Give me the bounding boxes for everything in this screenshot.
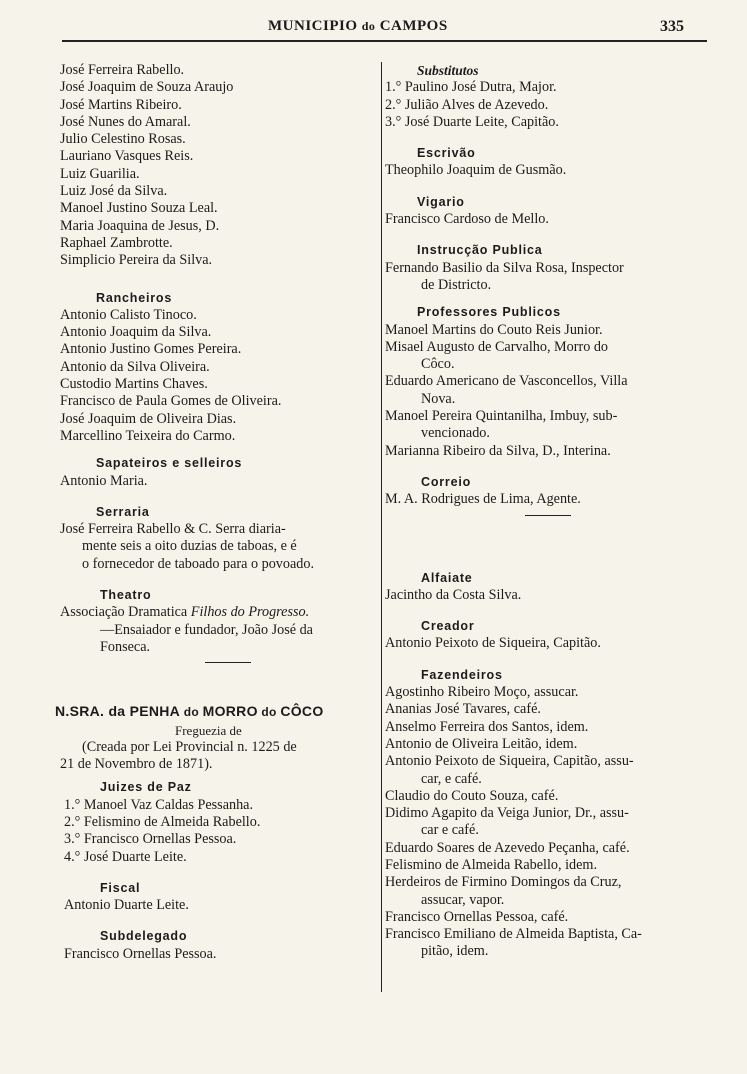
list-item: Simplicio Pereira da Silva. bbox=[60, 252, 213, 269]
title-part: N.SRA. da bbox=[55, 703, 130, 720]
list-item: Côco. bbox=[421, 356, 455, 373]
title-part: do bbox=[361, 19, 376, 33]
list-item: José Martins Ribeiro. bbox=[60, 96, 182, 113]
list-item: Eduardo Soares de Azevedo Peçanha, café. bbox=[385, 839, 630, 856]
list-item: Misael Augusto de Carvalho, Morro do bbox=[385, 338, 609, 355]
section-heading-escrivao: Escrivão bbox=[417, 146, 476, 161]
company-name: Filhos do Progresso. bbox=[190, 604, 310, 621]
section-heading-instrucao: Instrucção Publica bbox=[417, 243, 543, 258]
rancheiros-list bbox=[60, 307, 380, 445]
text-line: 21 de Novembro de 1871). bbox=[60, 756, 213, 773]
text-run: Associação Dramatica bbox=[60, 604, 191, 621]
page-header bbox=[0, 14, 747, 42]
list-item: 1.° Manoel Vaz Caldas Pessanha. bbox=[64, 796, 254, 813]
list-item: Luiz José da Silva. bbox=[60, 183, 168, 200]
list-item: Antonio Maria. bbox=[60, 472, 148, 489]
text-line: Antonio Peixoto de Siqueira, Capitão. bbox=[385, 635, 601, 652]
section-heading-creador: Creador bbox=[421, 619, 475, 634]
title-part: CÔCO bbox=[280, 703, 324, 720]
list-item: José Joaquim de Souza Araujo bbox=[60, 79, 234, 96]
parish-subtitle: Freguezia de bbox=[175, 722, 242, 738]
header-rule bbox=[62, 40, 707, 42]
list-item: Eduardo Americano de Vasconcellos, Villa bbox=[385, 373, 628, 390]
section-heading-juizes: Juizes de Paz bbox=[100, 780, 192, 795]
list-item: Nova. bbox=[421, 390, 456, 407]
text-line: Jacintho da Costa Silva. bbox=[385, 586, 522, 603]
list-item: Antonio Justino Gomes Pereira. bbox=[60, 341, 242, 358]
list-item: Julio Celestino Rosas. bbox=[60, 131, 186, 148]
section-heading-professores: Professores Publicos bbox=[417, 305, 561, 320]
list-item: car, e café. bbox=[421, 770, 482, 787]
list-item: Agostinho Ribeiro Moço, assucar. bbox=[385, 684, 579, 701]
list-item: Lauriano Vasques Reis. bbox=[60, 148, 194, 165]
list-item: 3.° José Duarte Leite, Capitão. bbox=[385, 113, 559, 130]
list-item: 2.° Julião Alves de Azevedo. bbox=[385, 96, 549, 113]
text-line: Theophilo Joaquim de Gusmão. bbox=[385, 162, 567, 179]
list-item: Marcellino Teixeira do Carmo. bbox=[60, 427, 236, 444]
section-heading-subdelegado: Subdelegado bbox=[100, 929, 188, 944]
list-item: José Ferreira Rabello. bbox=[60, 62, 185, 78]
list-item: 3.° Francisco Ornellas Pessoa. bbox=[64, 831, 237, 848]
left-column bbox=[55, 62, 380, 963]
list-item: José Joaquim de Oliveira Dias. bbox=[60, 410, 237, 427]
list-item: Anselmo Ferreira dos Santos, idem. bbox=[385, 718, 589, 735]
list-item: 4.° José Duarte Leite. bbox=[64, 848, 187, 865]
list-item: Luiz Guarilia. bbox=[60, 165, 140, 182]
title-part: do bbox=[180, 705, 203, 720]
list-item: Antonio da Silva Oliveira. bbox=[60, 358, 210, 375]
text-line: (Creada por Lei Provincial n. 1225 de bbox=[82, 738, 297, 755]
text-line: Fonseca. bbox=[100, 638, 151, 655]
list-item: Francisco de Paula Gomes de Oliveira. bbox=[60, 393, 282, 410]
section-heading-serraria: Serraria bbox=[96, 504, 150, 519]
list-item: Francisco Emiliano de Almeida Baptista, Ca- bbox=[385, 926, 642, 943]
section-heading-sapateiros: Sapateiros e selleiros bbox=[96, 456, 243, 471]
list-item: Manoel Justino Souza Leal. bbox=[60, 200, 218, 217]
text-line: —Ensaiador e fundador, João José da bbox=[100, 621, 313, 638]
list-item: Antonio Calisto Tinoco. bbox=[60, 306, 197, 323]
title-part: CAMPOS bbox=[379, 18, 448, 34]
list-item: Manoel Martins do Couto Reis Junior. bbox=[385, 321, 603, 338]
column-divider bbox=[381, 62, 382, 992]
section-heading-rancheiros: Rancheiros bbox=[96, 290, 173, 305]
list-item: 2.° Felismino de Almeida Rabello. bbox=[64, 813, 261, 830]
list-item: vencionado. bbox=[421, 425, 490, 442]
text-line: Antonio Duarte Leite. bbox=[64, 897, 189, 914]
list-item: José Nunes do Amaral. bbox=[60, 113, 191, 130]
list-item: Didimo Agapito da Veiga Junior, Dr., assu- bbox=[385, 805, 629, 822]
list-item: Marianna Ribeiro da Silva, D., Interina. bbox=[385, 442, 611, 459]
list-item: Custodio Martins Chaves. bbox=[60, 376, 208, 393]
text-line: José Ferreira Rabello & C. Serra diaria- bbox=[60, 521, 286, 538]
list-item: Maria Joaquina de Jesus, D. bbox=[60, 217, 220, 234]
list-item: car e café. bbox=[421, 822, 479, 839]
section-heading-substitutos: Substitutos bbox=[417, 63, 479, 78]
list-item: Manoel Pereira Quintanilha, Imbuy, sub- bbox=[385, 408, 618, 425]
list-item: Raphael Zambrotte. bbox=[60, 234, 173, 251]
list-item: Felismino de Almeida Rabello, idem. bbox=[385, 856, 597, 873]
text-line: M. A. Rodrigues de Lima, Agente. bbox=[385, 491, 581, 508]
text-line bbox=[60, 604, 380, 621]
text-line: Francisco Cardoso de Mello. bbox=[385, 211, 549, 228]
section-heading-theatro: Theatro bbox=[100, 588, 152, 603]
title-part: MUNICIPIO bbox=[268, 18, 358, 34]
section-heading-vigario: Vigario bbox=[417, 194, 465, 209]
section-heading-alfaiate: Alfaiate bbox=[421, 570, 473, 585]
section-heading-correio: Correio bbox=[421, 474, 472, 489]
section-heading-fazendeiros: Fazendeiros bbox=[421, 667, 503, 682]
list-item: Claudio do Couto Souza, café. bbox=[385, 787, 559, 804]
parish-title bbox=[55, 703, 380, 721]
text-line: Francisco Ornellas Pessoa. bbox=[64, 945, 217, 962]
text-line: mente seis a oito duzias de taboas, e é bbox=[82, 538, 297, 555]
page-number: 335 bbox=[660, 18, 684, 35]
text-line: o fornecedor de taboado para o povoado. bbox=[82, 555, 315, 572]
list-item: Ananias José Tavares, café. bbox=[385, 701, 541, 718]
names-list-1 bbox=[60, 62, 380, 270]
title-part: MORRO bbox=[202, 703, 258, 720]
list-item: pitão, idem. bbox=[421, 943, 489, 960]
list-item: Antonio Joaquim da Silva. bbox=[60, 324, 212, 341]
section-heading-fiscal: Fiscal bbox=[100, 880, 141, 895]
title-part: do bbox=[257, 705, 281, 720]
right-column bbox=[385, 62, 703, 961]
running-title bbox=[268, 18, 448, 35]
list-item: Antonio de Oliveira Leitão, idem. bbox=[385, 735, 578, 752]
text-line: Fernando Basilio da Silva Rosa, Inspector bbox=[385, 259, 624, 276]
list-item: 1.° Paulino José Dutra, Major. bbox=[385, 79, 557, 96]
title-part: PENHA bbox=[129, 703, 181, 720]
list-item: Antonio Peixoto de Siqueira, Capitão, assu- bbox=[385, 753, 634, 770]
list-item: Herdeiros de Firmino Domingos da Cruz, bbox=[385, 874, 622, 891]
list-item: assucar, vapor. bbox=[421, 891, 505, 908]
list-item: Francisco Ornellas Pessoa, café. bbox=[385, 908, 569, 925]
text-line: de Districto. bbox=[421, 276, 492, 293]
